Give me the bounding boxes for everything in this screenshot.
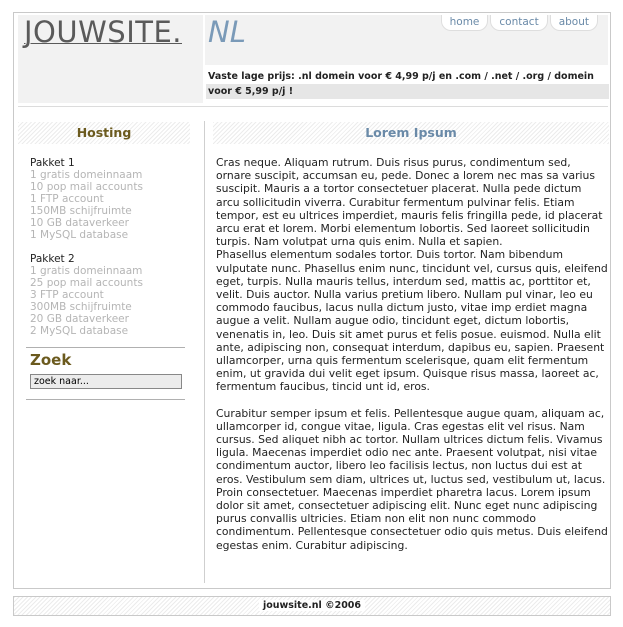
article-body	[216, 156, 608, 552]
package-feature: 1 FTP account	[30, 193, 104, 205]
search-title: Zoek	[30, 351, 72, 369]
package-feature: 10 GB dataverkeer	[30, 217, 129, 229]
search-section	[26, 347, 185, 389]
nav-about[interactable]: about	[550, 15, 598, 31]
package-feature: 2 MySQL database	[30, 325, 129, 337]
page-frame	[13, 12, 611, 589]
package-name: Pakket 1	[30, 157, 75, 169]
nav-contact[interactable]: contact	[490, 15, 547, 31]
package-feature: 1 MySQL database	[30, 229, 129, 241]
search-input[interactable]	[30, 374, 182, 389]
package-feature: 1 gratis domeinnaam	[30, 169, 143, 181]
sidebar	[18, 122, 190, 400]
package-feature: 10 pop mail accounts	[30, 181, 143, 193]
site-logo-tld: NL	[208, 15, 246, 49]
sidebar-title: Hosting	[18, 122, 190, 144]
package-feature: 1 gratis domeinnaam	[30, 265, 143, 277]
main-nav	[441, 15, 598, 31]
footer-text: jouwsite.nl ©2006	[259, 600, 365, 611]
package-list	[30, 157, 190, 337]
package-feature: 3 FTP account	[30, 289, 104, 301]
footer	[13, 596, 611, 616]
package-feature: 25 pop mail accounts	[30, 277, 143, 289]
column-divider	[204, 121, 205, 583]
package-feature: 300MB schijfruimte	[30, 301, 132, 313]
paragraph: Phasellus elementum sodales tortor. Duis tortor. Nam bibendum vulputate nunc. Phasellus enim nunc, tincidunt vel, cursus quis, eleifend eget, turpis. Nulla mauris tellus, interdum sed, mattis ac, porttitor et, velit. Duis auctor. Nulla varius pretium libero. Nullam pul vinar, leo eu commodo faucibus, lacus nulla dictum justo, vitae imp erdiet magna augue a velit. Nullam augue odio, tincidunt eget, dictum lobortis, venenatis in, leo. Duis sit amet purus et felis posue. euismod. Nulla elit ante, adipiscing non, consequat interdum, dapibus eu, sapien. Praesent ullamcorper, urna quis fermentum scelerisque, quam elit fermentum enim, ut gravida dui velit eget ipsum. Quisque risus massa, laoreet ac, fermentum faucibus, tincid unt id, eros.	[216, 248, 608, 394]
main-content	[213, 122, 609, 552]
nav-home[interactable]: home	[441, 15, 489, 31]
header-bar	[205, 15, 608, 65]
promo-line-1: Vaste lage prijs: .nl domein voor € 4,99 p/j en .com / .net / .org / domein	[206, 69, 609, 84]
site-logo[interactable]: JOUWSITE.	[24, 15, 182, 49]
package-feature: 20 GB dataverkeer	[30, 313, 129, 325]
paragraph: Curabitur semper ipsum et felis. Pellentesque augue quam, aliquam ac, ullamcorper id, congue vitae, ligula. Cras egestas elit vel risus. Nam cursus. Sed aliquet nibh ac tortor. Nullam ultrices dictum felis. Vivamus ligula. Maecenas imperdiet odio nec ante. Praesent volutpat, nisi vitae condimentum auctor, libero leo facilisis lectus, non luctus dui est at eros. Vestibulum sem diam, ultrices ut, luctus sed, vestibulum ut, lacus. Proin consectetuer. Maecenas imperdiet pharetra lacus. Lorem ipsum dolor sit amet, consectetuer adipiscing elit. Nunc eget nunc adipiscing purus convallis ultricies. Etiam non elit non nunc commodo condimentum. Pellentesque consectetuer odio quis metus. Duis eleifend egestas enim. Curabitur adipiscing.	[216, 406, 608, 552]
main-title: Lorem Ipsum	[213, 122, 609, 144]
promo-line-2: voor € 5,99 p/j !	[206, 84, 609, 99]
package-feature: 150MB schijfruimte	[30, 205, 132, 217]
paragraph: Cras neque. Aliquam rutrum. Duis risus purus, condimentum sed, ornare suscipit, accumsan eu, pede. Donec a lorem nec mas sa varius suscipit. Mauris a a tortor consectetuer placerat. Nulla pede dictum arcu sollicitudin viverra. Curabitur fermentum pulvinar felis. Etiam tempor, est eu ultrices imperdiet, mauris felis fringilla pede, id placerat arcu erat et lorem. Morbi elementum lobortis. Sed laoreet sollicitudin turpis. Nam volutpat urna quis enim. Nulla et sapien.	[216, 156, 603, 249]
promo-banner	[206, 69, 609, 99]
package-name: Pakket 2	[30, 253, 75, 265]
search-divider	[26, 399, 185, 400]
logo-block	[18, 15, 203, 103]
header-divider	[18, 106, 608, 107]
